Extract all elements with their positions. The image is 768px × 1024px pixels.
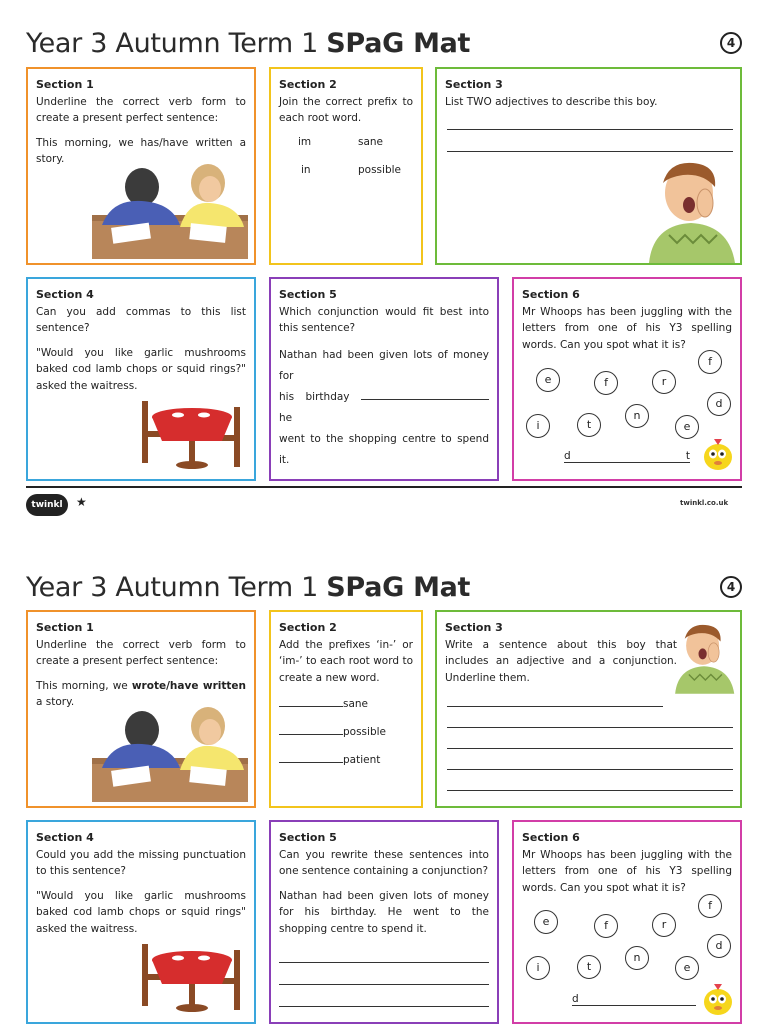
prefix-im: im	[298, 136, 312, 148]
answer-line	[447, 727, 733, 728]
section-instruction: Which conjunction would fit best into this sentence?	[279, 305, 489, 334]
section-instruction: Mr Whoops has been juggling with the letters from one of his Y3 spelling words. Can you spot what it is?	[522, 305, 732, 351]
answer-line	[279, 1006, 489, 1007]
root-sane: sane	[358, 136, 384, 148]
letter-bubble: t	[577, 955, 601, 979]
letter-bubble: f	[698, 350, 722, 374]
children-writing-illustration	[92, 163, 248, 259]
section-heading: Section 2	[279, 78, 337, 91]
section-1-box	[26, 610, 256, 808]
letter-bubble: i	[526, 414, 550, 438]
site-url: twinkl.co.uk	[680, 499, 729, 507]
conjunction-sentence: Nathan had been given lots of money for his birthday he went to the shopping centre to spend it.	[279, 348, 489, 466]
letter-bubble: e	[534, 910, 558, 934]
section-3-box	[435, 610, 742, 808]
section-instruction: Could you add the missing punctuation to this sentence?	[36, 848, 246, 877]
letter-bubble: e	[675, 956, 699, 980]
section-5-box	[269, 277, 499, 481]
letter-bubble: d	[707, 934, 731, 958]
section-heading: Section 5	[279, 288, 337, 301]
section-6-box	[512, 820, 742, 1024]
star-icon: ★	[76, 495, 87, 509]
section-heading: Section 1	[36, 78, 94, 91]
answer-line	[447, 129, 733, 130]
section-2-box	[269, 67, 423, 265]
section-4-box	[26, 820, 256, 1024]
mr-whoops-character	[700, 980, 736, 1018]
section-heading: Section 6	[522, 288, 580, 301]
root-possible: possible	[358, 164, 401, 176]
spelling-answer-line[interactable]: d	[572, 992, 696, 1006]
letter-bubble: r	[652, 913, 676, 937]
section-instruction: List TWO adjectives to describe this boy.	[445, 95, 658, 108]
list-sentence: "Would you like garlic mushrooms baked cod lamb chops or squid rings?" asked the waitress.	[36, 346, 246, 392]
mr-whoops-character	[700, 435, 736, 473]
letter-bubble: f	[698, 894, 722, 918]
answer-line	[447, 706, 663, 707]
letter-bubble: d	[707, 392, 731, 416]
section-heading: Section 4	[36, 831, 94, 844]
twinkl-logo: twinkl	[26, 494, 68, 516]
section-heading: Section 5	[279, 831, 337, 844]
page-title: Year 3 Autumn Term 1 SPaG Mat	[26, 572, 471, 603]
answer-line	[279, 962, 489, 963]
letter-bubble: e	[536, 368, 560, 392]
conjunction-blank[interactable]	[361, 399, 489, 400]
section-instruction: Join the correct prefix to each root word.	[279, 95, 413, 124]
footer-divider	[26, 486, 742, 488]
letter-bubble: f	[594, 371, 618, 395]
spag-mat-sheet-2	[0, 544, 768, 1024]
section-heading: Section 1	[36, 621, 94, 634]
letter-bubble: f	[594, 914, 618, 938]
punctuation-sentence: "Would you like garlic mushrooms baked cod lamb chops or squid rings" asked the waitress.	[36, 889, 246, 935]
section-instruction: Add the prefixes ‘in-’ or ‘im-’ to each root word to create a new word.	[279, 638, 413, 684]
page-number-badge: 4	[720, 32, 742, 54]
letter-bubble: i	[526, 956, 550, 980]
section-instruction: Write a sentence about this boy that includes an adjective and a conjunction. Underline them.	[445, 638, 677, 684]
section-heading: Section 2	[279, 621, 337, 634]
answer-line	[447, 151, 733, 152]
verb-sentence: This morning, we has/have written a story.	[36, 136, 246, 165]
rewrite-sentences: Nathan had been given lots of money for his birthday. He went to the shopping centre to spend it.	[279, 889, 489, 935]
letter-bubble: n	[625, 404, 649, 428]
letter-bubble: e	[675, 415, 699, 439]
yawning-boy-illustration	[643, 159, 739, 263]
section-instruction: Can you rewrite these sentences into one sentence containing a conjunction?	[279, 848, 489, 877]
section-5-box	[269, 820, 499, 1024]
section-instruction: Underline the correct verb form to create a present perfect sentence:	[36, 95, 246, 124]
section-instruction: Can you add commas to this list sentence?	[36, 305, 246, 334]
section-heading: Section 3	[445, 621, 503, 634]
prefix-blank[interactable]	[279, 706, 343, 707]
letter-bubble: r	[652, 370, 676, 394]
section-2-box	[269, 610, 423, 808]
prefix-in: in	[301, 164, 311, 176]
restaurant-table-illustration	[138, 940, 246, 1014]
restaurant-table-illustration	[138, 397, 246, 471]
section-heading: Section 6	[522, 831, 580, 844]
section-heading: Section 4	[36, 288, 94, 301]
answer-line	[279, 984, 489, 985]
letter-bubble: n	[625, 946, 649, 970]
section-instruction: Mr Whoops has been juggling with the letters from one of his Y3 spelling words. Can you spot what it is?	[522, 848, 732, 894]
prefix-row: sane	[279, 696, 368, 713]
verb-sentence: This morning, we wrote/have written a story.	[36, 679, 246, 708]
children-writing-illustration	[92, 706, 248, 802]
letter-bubble: t	[577, 413, 601, 437]
section-instruction: Underline the correct verb form to create a present perfect sentence:	[36, 638, 246, 667]
page-title: Year 3 Autumn Term 1 SPaG Mat	[26, 28, 471, 59]
section-1-box	[26, 67, 256, 265]
section-6-box	[512, 277, 742, 481]
answer-line	[447, 790, 733, 791]
prefix-blank[interactable]	[279, 734, 343, 735]
spag-mat-sheet-1	[0, 0, 768, 480]
prefix-row: patient	[279, 752, 380, 769]
spelling-answer-line[interactable]: d t	[564, 450, 690, 462]
yawning-boy-illustration	[671, 622, 737, 694]
section-3-box	[435, 67, 742, 265]
prefix-blank[interactable]	[279, 762, 343, 763]
page-number-badge: 4	[720, 576, 742, 598]
section-heading: Section 3	[445, 78, 503, 91]
answer-line	[447, 748, 733, 749]
section-4-box	[26, 277, 256, 481]
answer-line	[447, 769, 733, 770]
prefix-row: possible	[279, 724, 386, 741]
